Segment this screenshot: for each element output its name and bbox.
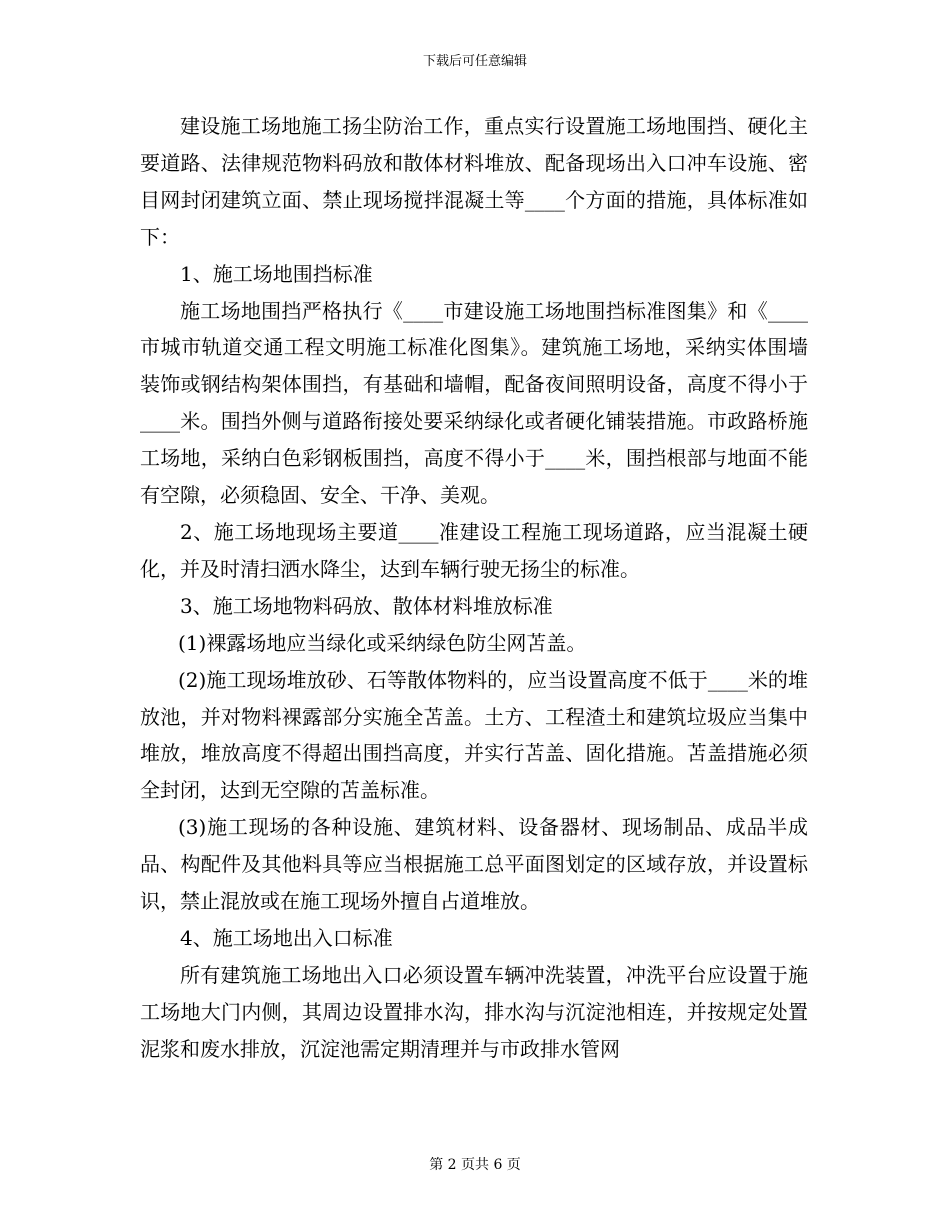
list-item-1: (1)裸露场地应当绿化或采纳绿色防尘网苫盖。 — [178, 630, 587, 655]
section-heading-1: 1、施工场地围挡标准 — [180, 261, 373, 286]
section-2-paragraph: 2、施工场地现场主要道____准建设工程施工现场道路，应当混凝土硬化，并及时清扫洒水降尘，达到车辆行驶无扬尘的标准。 — [140, 519, 808, 581]
page-footer: 第 2 页共 6 页 — [429, 1157, 521, 1173]
section-heading-3: 3、施工场地物料码放、散体材料堆放标准 — [180, 593, 553, 618]
section-4-paragraph: 所有建筑施工场地出入口必须设置车辆冲洗装置，冲洗平台应设置于施工场地大门内侧，其周边设置排水沟，排水沟与沉淀池相连，并按规定处置泥浆和废水排放，沉淀池需定期清理并与市政排水管网 — [140, 962, 808, 1061]
intro-paragraph: 建设施工场地施工扬尘防治工作，重点实行设置施工场地围挡、硬化主要道路、法律规范物料码放和散体材料堆放、配备现场出入口冲车设施、密目网封闭建筑立面、禁止现场搅拌混凝土等____个方面的措施，具体标准如下： — [140, 114, 808, 249]
list-item-2: (2)施工现场堆放砂、石等散体物料的，应当设置高度不低于____米的堆放池，并对物料裸露部分实施全苫盖。土方、工程渣土和建筑垃圾应当集中堆放，堆放高度不得超出围挡高度，并实行苫盖、固化措施。苫盖措施必须全封闭，达到无空隙的苫盖标准。 — [140, 667, 808, 803]
section-heading-4: 4、施工场地出入口标准 — [180, 925, 393, 950]
list-item-3: (3)施工现场的各种设施、建筑材料、设备器材、现场制品、成品半成品、构配件及其他料具等应当根据施工总平面图划定的区域存放，并设置标识，禁止混放或在施工现场外擅自占道堆放。 — [140, 815, 808, 914]
page-header: 下载后可任意编辑 — [422, 54, 527, 69]
section-1-paragraph: 施工场地围挡严格执行《____市建设施工场地围挡标准图集》和《____市城市轨道交通工程文明施工标准化图集》。建筑施工场地，采纳实体围墙装饰或钢结构架体围挡，有基础和墙帽，配备夜间照明设备，高度不得小于____米。围挡外侧与道路衔接处要采纳绿化或者硬化铺装措施。市政路桥施工场地，采纳白色彩钢板围挡，高度不得小于____米，围挡根部与地面不能有空隙，必须稳固、安全、干净、美观。 — [140, 298, 808, 508]
document-body — [140, 108, 808, 1068]
